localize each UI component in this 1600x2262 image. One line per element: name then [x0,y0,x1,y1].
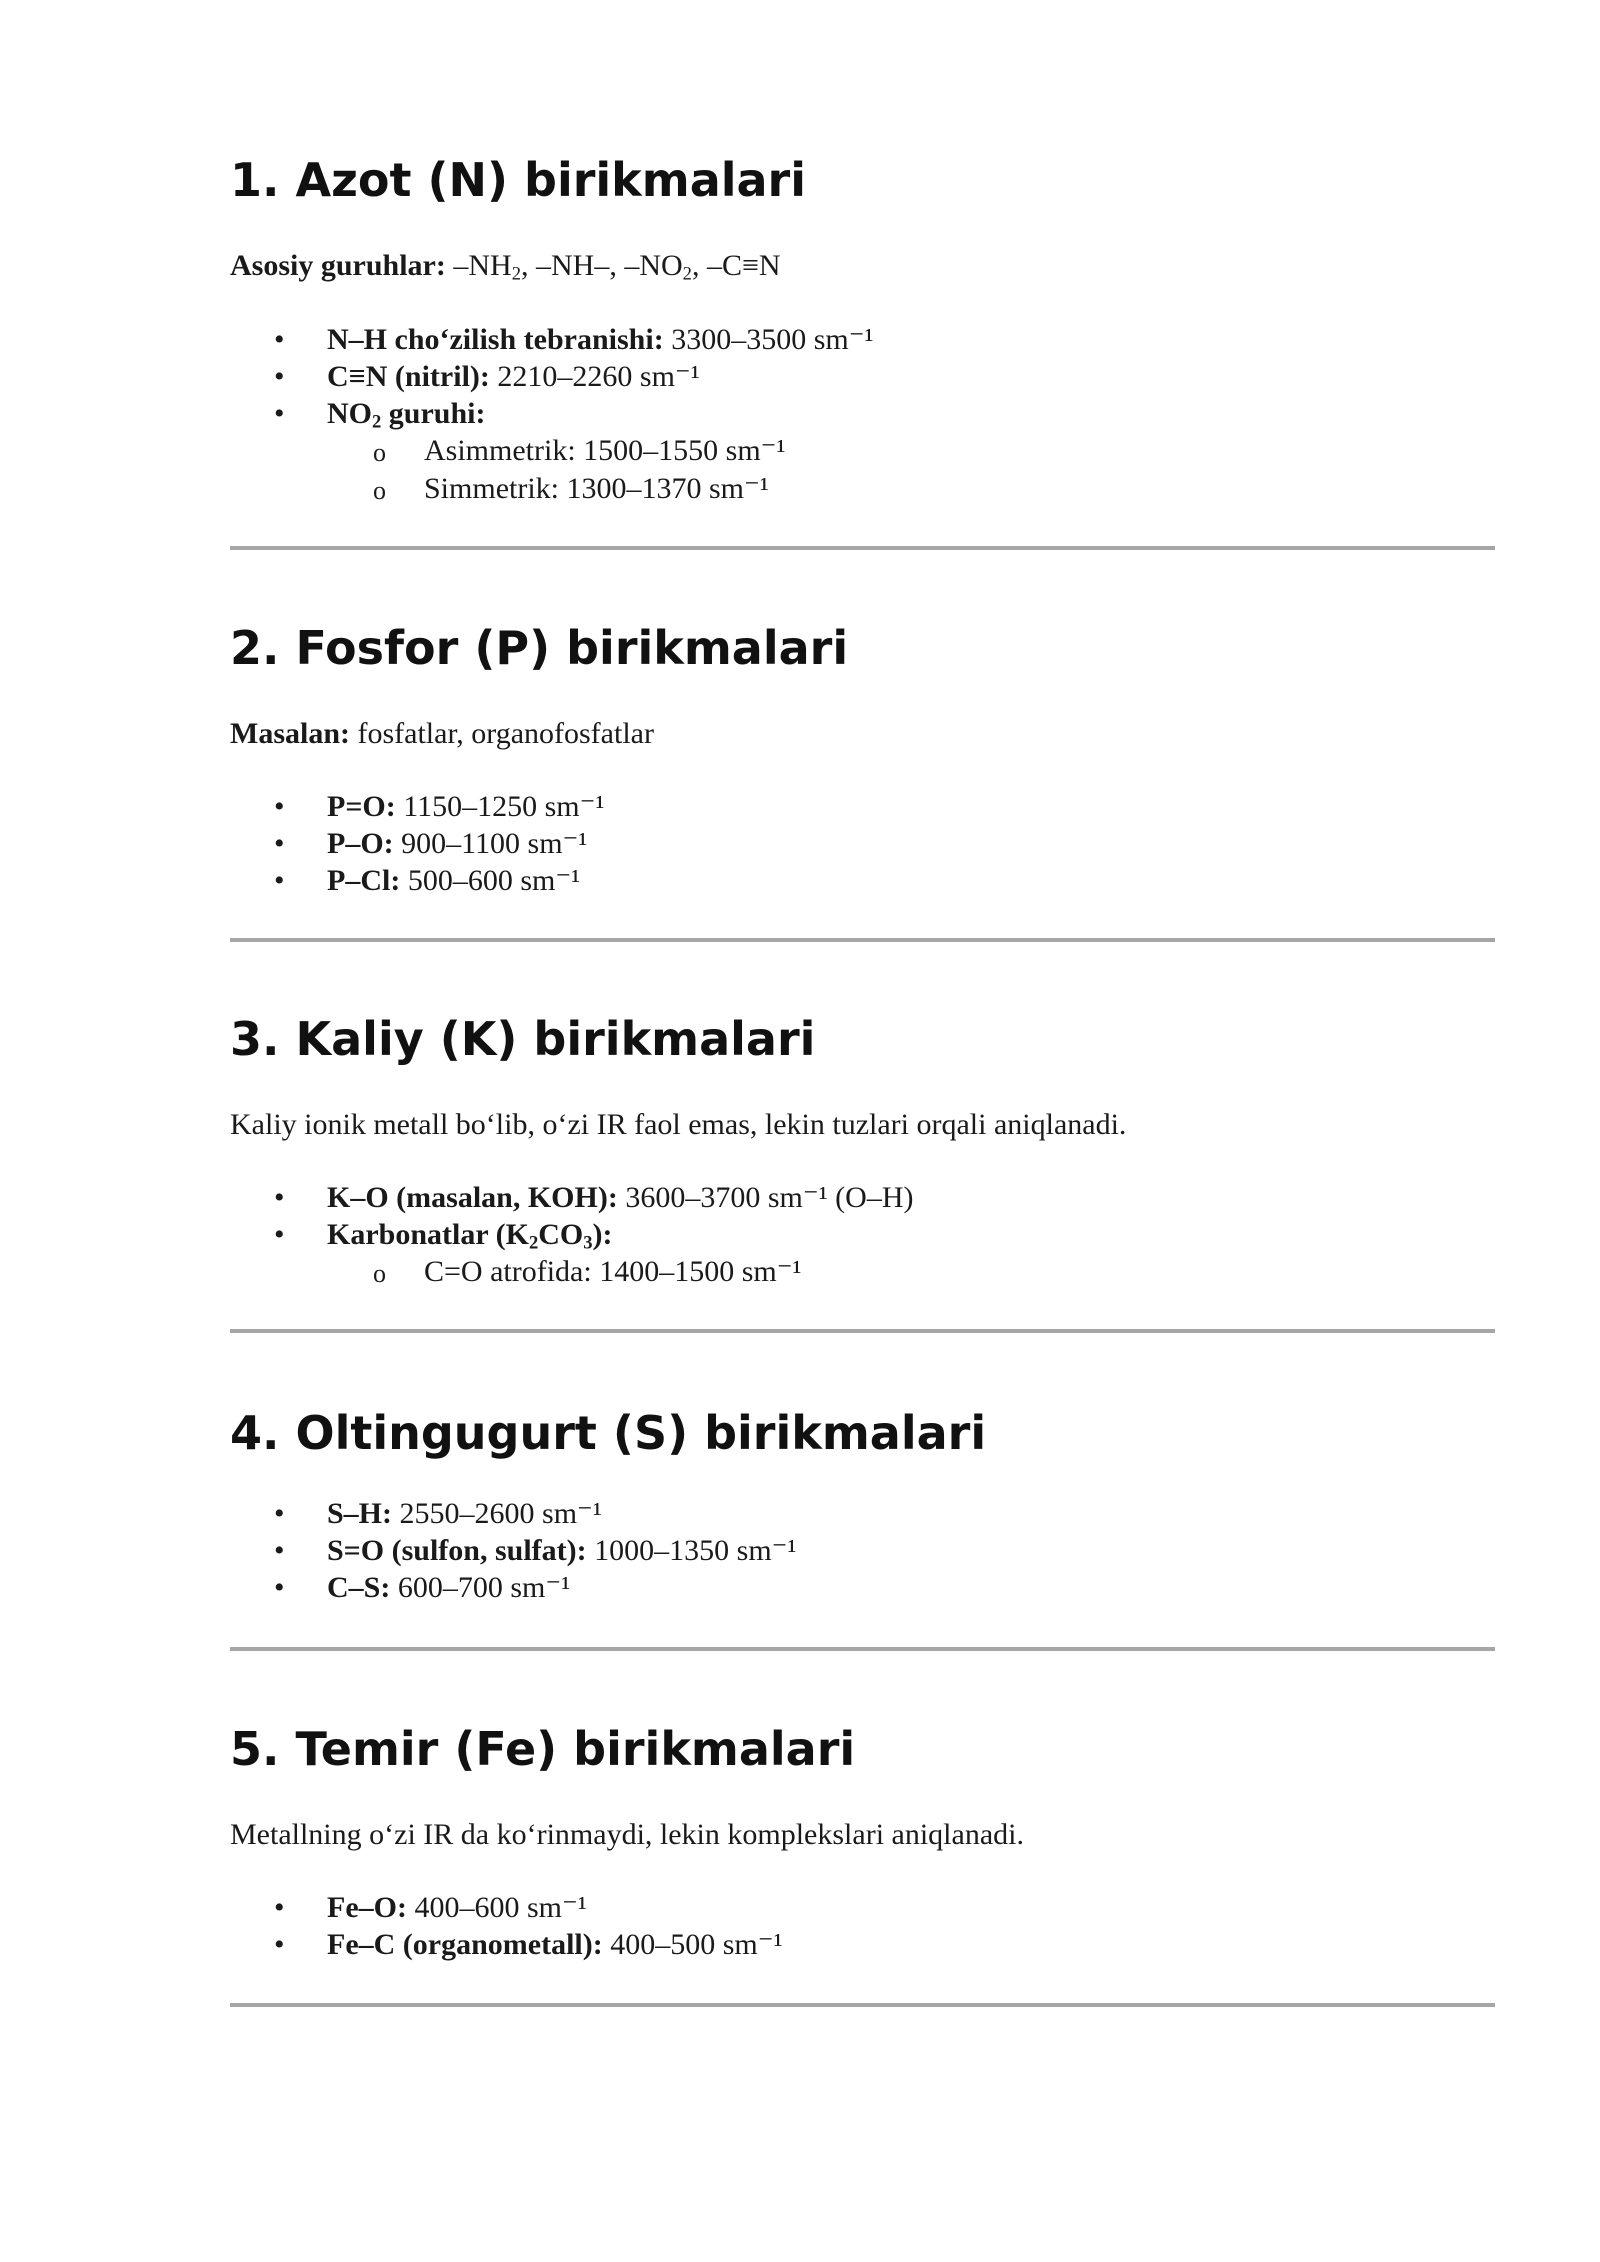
list-item: • P–Cl: 500–600 sm⁻¹ [230,862,604,899]
list-item: • C–S: 600–700 sm⁻¹ [230,1569,796,1606]
section-intro: Kaliy ionik metall bo‘lib, o‘zi IR faol emas, lekin tuzlari orqali aniqlanadi. [230,1108,1127,1141]
list-item: • C≡N (nitril): 2210–2260 sm⁻¹ [230,358,874,395]
sub-list [327,1253,914,1291]
section-intro: Asosiy guruhlar: $-NH_2$, –NH–, $-NO_2$, –C≡N [230,249,781,285]
list-item: • Fe–O: 400–600 sm⁻¹ [230,1889,783,1926]
horizontal-rule [230,1647,1495,1651]
list-item: • S=O (sulfon, sulfat): 1000–1350 sm⁻¹ [230,1532,796,1569]
section-title: 1. Azot (N) birikmalari [230,153,807,207]
section-oltingugurt [230,1405,1495,1604]
section-intro: Metallning o‘zi IR da ko‘rinmaydi, lekin komplekslari aniqlanadi. [230,1818,1024,1851]
horizontal-rule [230,546,1495,550]
section-title: 5. Temir (Fe) birikmalari [230,1722,856,1776]
list-item: • K–O (masalan, KOH): 3600–3700 sm⁻¹ (O–H) [230,1179,914,1216]
section-title: 4. Oltingugurt (S) birikmalari [230,1406,987,1460]
section-intro: Masalan: fosfatlar, organofosfatlar [230,717,654,750]
bullet-list [230,1179,914,1291]
sub-list [327,432,874,508]
list-item: • Fe–C (organometall): 400–500 sm⁻¹ [230,1926,783,1963]
section-temir [230,1721,1495,1961]
section-title: 3. Kaliy (K) birikmalari [230,1012,816,1066]
sub-list-item: o Simmetrik: 1300–1370 sm⁻¹ [327,470,874,508]
section-azot [230,152,1495,505]
list-item: • P=O: 1150–1250 sm⁻¹ [230,788,604,825]
intro-label: Asosiy guruhlar: [230,249,446,282]
list-item: • Karbonatlar $(K_2CO_3)$: o C=O atrofida: 1400–1500 sm⁻¹ [230,1216,914,1291]
sub-list-item: o Asimmetrik: 1500–1550 sm⁻¹ [327,432,874,470]
list-item: • S–H: 2550–2600 sm⁻¹ [230,1495,796,1532]
sub-list-item: o C=O atrofida: 1400–1500 sm⁻¹ [327,1253,914,1291]
horizontal-rule [230,2003,1495,2007]
bullet-list [230,321,874,508]
section-kaliy [230,1011,1495,1288]
bullet-list [230,1889,783,1963]
bullet-list [230,1495,796,1606]
horizontal-rule [230,938,1495,942]
intro-label: Masalan: [230,717,350,750]
horizontal-rule [230,1329,1495,1333]
list-item: • $NO_2$ guruhi: o Asimmetrik: 1500–1550 sm⁻¹ o Simmetrik: 1300–1370 sm⁻¹ [230,395,874,508]
section-title: 2. Fosfor (P) birikmalari [230,621,849,675]
list-item: • P–O: 900–1100 sm⁻¹ [230,825,604,862]
list-item: • N–H cho‘zilish tebranishi: 3300–3500 sm⁻¹ [230,321,874,358]
bullet-list [230,788,604,899]
section-fosfor [230,620,1495,897]
